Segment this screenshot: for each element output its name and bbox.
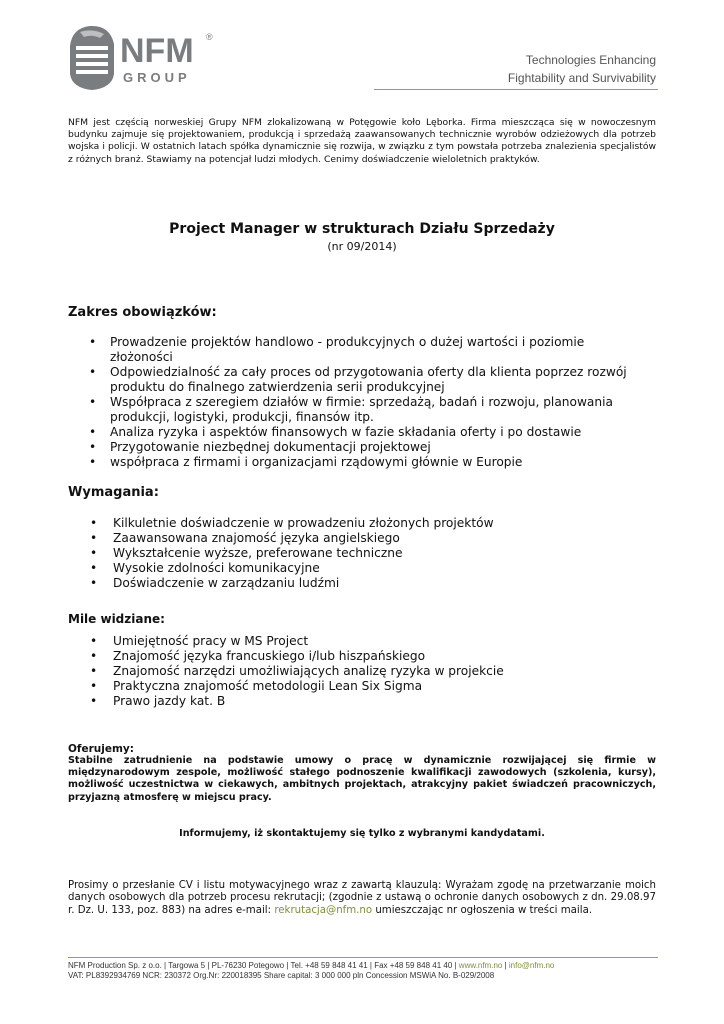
list-item: • Kilkuletnie doświadczenie w prowadzeniu złożonych projektów bbox=[90, 516, 494, 530]
recruitment-email-link[interactable]: rekrutacja@nfm.no bbox=[274, 904, 373, 916]
list-item: • Znajomość narzędzi umożliwiających analizę ryzyka w projekcie bbox=[90, 664, 504, 678]
bullet-icon: • bbox=[89, 395, 97, 409]
list-item: • Znajomość języka francuskiego i/lub hiszpańskiego bbox=[90, 649, 426, 663]
company-intro: NFM jest częścią norweskiej Grupy NFM zlokalizowaną w Potęgowie koło Lęborka. Firma mieszcząca się w nowoczesnym budynku zajmuje się projektowaniem, produkcją i sprzedażą zaawansowanych technicznie wyrobów odzieżowych dla potrzeb wojska i policji. W ostatnich latach spółka dynamicznie się rozwija, w związku z tym powstała potrzeba znalezienia specjalistów z różnych branż. Stawiamy na potencjał ludzi młodych. Cenimy doświadczenie wieloletnich praktyków. bbox=[68, 117, 656, 165]
list-item: • Praktyczna znajomość metodologii Lean Six Sigma bbox=[90, 679, 423, 693]
list-item: • Doświadczenie w zarządzaniu ludźmi bbox=[90, 576, 340, 590]
duties-heading: Zakres obowiązków: bbox=[68, 305, 217, 320]
duties-list bbox=[89, 335, 640, 470]
list-item: • Zaawansowana znajomość języka angielskiego bbox=[90, 531, 400, 545]
list-item: • Umiejętność pracy w MS Project bbox=[90, 634, 309, 648]
tagline-line-2: Fightability and Survivability bbox=[507, 71, 656, 85]
bullet-icon: • bbox=[90, 546, 98, 560]
candidate-notice: Informujemy, iż skontaktujemy się tylko z wybranymi kandydatami. bbox=[179, 828, 545, 839]
bullet-icon: • bbox=[90, 516, 98, 530]
job-number: (nr 09/2014) bbox=[327, 240, 397, 253]
logo-subtext: GROUP bbox=[123, 70, 191, 85]
list-item: • Przygotowanie niezbędnej dokumentacji projektowej bbox=[89, 440, 431, 454]
bullet-icon: • bbox=[90, 649, 98, 663]
list-item: • Analiza ryzyka i aspektów finansowych w fazie składania oferty i po dostawie bbox=[89, 425, 582, 439]
nice-to-have-heading: Mile widziane: bbox=[68, 612, 165, 626]
header-divider bbox=[374, 89, 658, 90]
info-email-link[interactable]: info@nfm.no bbox=[508, 961, 555, 970]
bullet-icon: • bbox=[90, 679, 98, 693]
footer-registration-line: VAT: PL8392934769 NCR: 230372 Org.Nr: 220018395 Share capital: 3 000 000 pln Concession MSWiA No. B-029/2008 bbox=[68, 971, 495, 980]
list-item: • Wykształcenie wyższe, preferowane techniczne bbox=[90, 546, 403, 560]
nice-to-have-list bbox=[90, 634, 633, 709]
nfm-group-logo bbox=[66, 24, 226, 92]
registered-mark: ® bbox=[206, 32, 213, 42]
footer-divider bbox=[68, 957, 658, 958]
offer-text: Stabilne zatrudnienie na podstawie umowy o pracę w dynamicznie rozwijającej się firmie w międzynarodowym zespole, możliwość stałego podnoszenie kwalifikacji zawodowych (szkolenia, kursy), możliwość uczestnictwa w ciekawych, ambitnych projektach, atrakcyjny pakiet świadczeń pracowniczych, przyjazną atmosferę w miejscu pracy. bbox=[68, 755, 656, 803]
bullet-icon: • bbox=[89, 365, 97, 379]
bullet-icon: • bbox=[90, 561, 98, 575]
list-item: • Wysokie zdolności komunikacyjne bbox=[90, 561, 320, 575]
list-item: • Prawo jazdy kat. B bbox=[90, 694, 226, 708]
bullet-icon: • bbox=[90, 634, 98, 648]
logo-text: NFM bbox=[120, 32, 194, 70]
requirements-list bbox=[90, 516, 633, 591]
bullet-icon: • bbox=[89, 335, 97, 349]
list-item: • Prowadzenie projektów handlowo - produkcyjnych o dużej wartości i poziomie złożoności bbox=[89, 335, 585, 364]
list-item: • Odpowiedzialność za cały proces od przygotowania oferty dla klienta poprzez rozwój produktu do finalnego zatwierdzenia serii produkcyjnej bbox=[89, 365, 627, 394]
bullet-icon: • bbox=[89, 455, 97, 469]
bullet-icon: • bbox=[90, 694, 98, 708]
bullet-icon: • bbox=[89, 425, 97, 439]
website-link[interactable]: www.nfm.no bbox=[458, 961, 503, 970]
application-instructions: Prosimy o przesłanie CV i listu motywacyjnego wraz z zawartą klauzulą: Wyrażam zgodę na przetwarzanie moich danych osobowych dla potrzeb procesu rekrutacji; (zgodnie z ustawą o ochronie danych osobowych z dn. 29.08.97 r. Dz. U. 133, poz. 883) na adres e-mail: rekrutacja@nfm.no umieszczając nr ogłoszenia w treści maila. bbox=[68, 880, 656, 916]
bullet-icon: • bbox=[90, 664, 98, 678]
list-item: • współpraca z firmami i organizacjami rządowymi głównie w Europie bbox=[89, 455, 523, 469]
list-item: • Współpraca z szeregiem działów w firmie: sprzedażą, badań i rozwoju, planowania produkcji, logistyki, produkcji, finansów itp. bbox=[89, 395, 613, 424]
bullet-icon: • bbox=[89, 440, 97, 454]
tagline-line-1: Technologies Enhancing bbox=[525, 53, 656, 67]
requirements-heading: Wymagania: bbox=[68, 485, 159, 500]
footer-contact-line: NFM Production Sp. z o.o. | Targowa 5 | PL-76230 Potegowo | Tel. +48 59 848 41 41 | Fax +48 59 848 41 40 | www.nfm.no | info@nfm.no bbox=[68, 961, 555, 970]
offer-heading: Oferujemy: bbox=[68, 743, 134, 755]
job-title: Project Manager w strukturach Działu Sprzedaży bbox=[169, 221, 555, 237]
bullet-icon: • bbox=[90, 531, 98, 545]
helmet-icon bbox=[70, 26, 114, 90]
bullet-icon: • bbox=[90, 576, 98, 590]
